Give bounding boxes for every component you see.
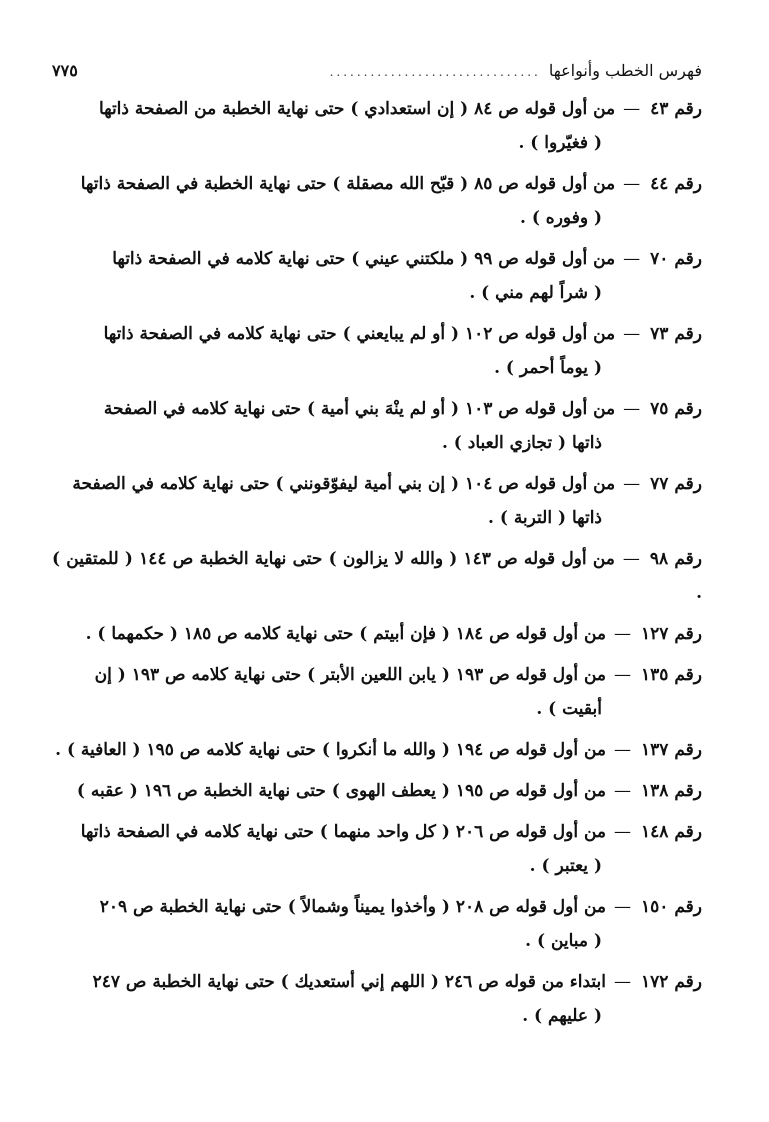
index-entry <box>52 815 702 883</box>
entry-text: من أول قوله ص ١٩٥ ( يعطف الهوى ) حتى نهاية الخطبة ص ١٩٦ ( عقبه ) <box>76 781 607 801</box>
entry-text: من أول قوله ص ٢٠٨ ( وأخذوا يميناً وشمالاً ) حتى نهاية الخطبة ص ٢٠٩ <box>99 897 607 917</box>
index-entry <box>52 242 702 310</box>
entry-continuation: ذاتها ( التربة ) . <box>488 508 602 528</box>
entry-dash: — <box>623 249 641 269</box>
index-entry <box>52 167 702 235</box>
entry-text: من أول قوله ص ٨٤ ( إن استعدادي ) حتى نهاية الخطبة من الصفحة ذاتها <box>98 99 616 119</box>
entry-text: من أول قوله ص ١٩٣ ( يابن اللعين الأبتر ) حتى نهاية كلامه ص ١٩٣ ( إن <box>94 665 607 685</box>
entry-text: من أول قوله ص ١٠٣ ( أو لم ينْهَ بني أمية ) حتى نهاية كلامه في الصفحة <box>103 399 616 419</box>
index-entry <box>52 965 702 1033</box>
entry-ref: رقم ٩٨ <box>649 549 702 569</box>
index-entry <box>52 890 702 958</box>
index-entry <box>52 392 702 460</box>
index-entry <box>52 467 702 535</box>
document-page <box>52 58 702 1040</box>
entry-dash: — <box>623 474 641 494</box>
entry-ref: رقم ١٥٠ <box>641 897 702 917</box>
leader-dots: ............................... <box>329 65 541 79</box>
entry-ref: رقم ٤٤ <box>650 174 702 194</box>
entry-continuation: ذاتها ( تجازي العباد ) . <box>441 433 602 453</box>
index-entry <box>52 317 702 385</box>
entry-dash: — <box>623 324 641 344</box>
entry-ref: رقم ١٧٢ <box>641 972 702 992</box>
entry-ref: رقم ٤٣ <box>650 99 702 119</box>
entry-ref: رقم ٧٠ <box>650 249 702 269</box>
index-entry <box>52 92 702 160</box>
entry-dash: — <box>623 174 641 194</box>
running-header <box>52 58 702 92</box>
entry-continuation: ( يعتبر ) . <box>529 856 602 876</box>
entry-continuation: أبقيت ) . <box>536 699 602 719</box>
entry-text: من أول قوله ص ١٨٤ ( فإن أبيتم ) حتى نهاية كلامه ص ١٨٥ ( حكمهما ) . <box>85 624 607 644</box>
entry-dash: — <box>623 99 641 119</box>
entry-text: من أول قوله ص ١٩٤ ( والله ما أنكروا ) حتى نهاية كلامه ص ١٩٥ ( العافية ) . <box>55 740 607 760</box>
entry-continuation: ( يوماً أحمر ) . <box>494 358 602 378</box>
entry-text: من أول قوله ص ٩٩ ( ملكتني عيني ) حتى نهاية كلامه في الصفحة ذاتها <box>112 249 616 269</box>
entry-text: من أول قوله ص ٢٠٦ ( كل واحد منهما ) حتى نهاية كلامه في الصفحة ذاتها <box>80 822 607 842</box>
entry-text: من أول قوله ص ١٠٢ ( أو لم يبايعني ) حتى نهاية كلامه في الصفحة ذاتها <box>103 324 616 344</box>
entry-dash: — <box>622 549 640 569</box>
running-title: فهرس الخطب وأنواعها <box>548 61 702 80</box>
index-entries <box>52 92 702 1033</box>
entry-dash: — <box>614 822 632 842</box>
entry-ref: رقم ٧٧ <box>650 474 702 494</box>
entry-dash: — <box>614 972 632 992</box>
index-entry <box>52 774 702 808</box>
index-entry <box>52 617 702 651</box>
entry-dash: — <box>614 740 632 760</box>
index-entry <box>52 733 702 767</box>
entry-ref: رقم ٧٥ <box>650 399 702 419</box>
entry-text: ابتداء من قوله ص ٢٤٦ ( اللهم إني أستعديك ) حتى نهاية الخطبة ص ٢٤٧ <box>92 972 607 992</box>
entry-dash: — <box>614 624 632 644</box>
entry-text: من أول قوله ص ٨٥ ( قبّح الله مصقلة ) حتى نهاية الخطبة في الصفحة ذاتها <box>80 174 616 194</box>
entry-dash: — <box>623 399 641 419</box>
entry-continuation: ( شراً لهم مني ) . <box>469 283 602 303</box>
entry-ref: رقم ١٤٨ <box>641 822 702 842</box>
entry-ref: رقم ١٣٥ <box>641 665 702 685</box>
entry-ref: رقم ٧٣ <box>650 324 702 344</box>
entry-dash: — <box>614 781 632 801</box>
entry-continuation: ( مباين ) . <box>525 931 602 951</box>
entry-ref: رقم ١٣٨ <box>641 781 702 801</box>
entry-continuation: ( فغيّروا ) . <box>518 133 602 153</box>
entry-text: من أول قوله ص ١٠٤ ( إن بني أمية ليفوّقونني ) حتى نهاية كلامه في الصفحة <box>72 474 616 494</box>
page-number: ٧٧٥ <box>52 61 78 80</box>
entry-continuation: ( وفوره ) . <box>520 208 602 228</box>
entry-ref: رقم ١٣٧ <box>641 740 702 760</box>
entry-dash: — <box>614 897 632 917</box>
entry-text: من أول قوله ص ١٤٣ ( والله لا يزالون ) حتى نهاية الخطبة ص ١٤٤ ( للمتقين ) . <box>52 549 702 603</box>
index-entry <box>52 542 702 610</box>
entry-continuation: ( عليهم ) . <box>522 1006 602 1026</box>
entry-ref: رقم ١٢٧ <box>641 624 702 644</box>
index-entry <box>52 658 702 726</box>
entry-dash: — <box>614 665 632 685</box>
